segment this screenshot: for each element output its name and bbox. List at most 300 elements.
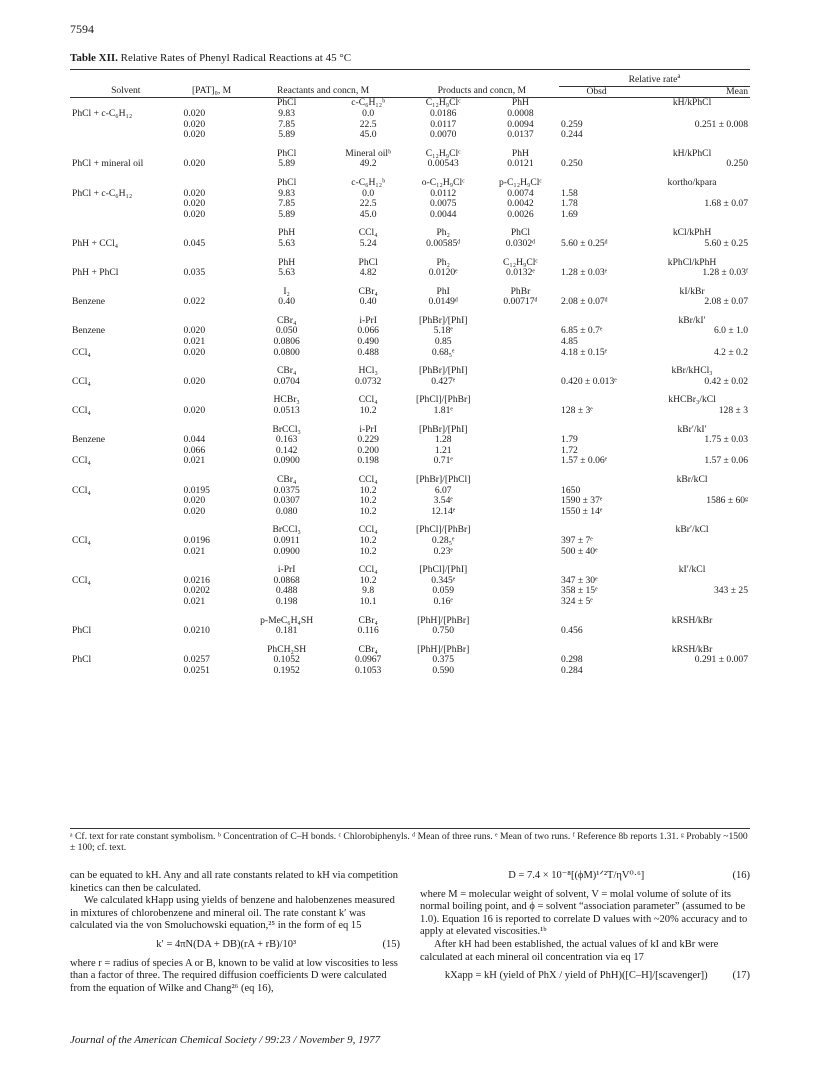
paragraph: We calculated kHapp using yields of benzene and halobenzenes measured in mixtures of chlorobenzene and mineral oil. The rate constant k′ was calculated via the von Smoluchowski equation,²⁵ in the form of eq 15 — [70, 895, 395, 932]
table-row — [70, 655, 750, 666]
table-cell — [482, 666, 559, 677]
table-cell: 1.79 — [561, 434, 578, 446]
table-cell: 0.229 — [357, 434, 379, 446]
table-cell: 0.0149ᵈ — [428, 296, 458, 308]
group-header-cell — [482, 565, 559, 576]
table-cell: 0.0257 — [183, 654, 210, 666]
table-cell: 0.0042 — [507, 198, 534, 210]
table-cell — [70, 586, 182, 597]
group-header-cell: CBr₄ — [276, 474, 297, 485]
group-header-row — [70, 258, 750, 269]
table-cell: 5.89 — [278, 129, 296, 141]
table-cell: 0.020 — [183, 375, 206, 387]
group-header-cell: PhH — [511, 97, 529, 109]
rates-table — [70, 71, 750, 677]
rate-ratio-label: kBr/kHCl₃ — [671, 365, 713, 377]
rate-ratio-label: kI/kBr — [679, 285, 705, 297]
group-header-cell: o-C₁₂H₉Clᶜ — [421, 176, 465, 188]
table-cell: 0.020 — [183, 187, 206, 199]
table-cell: 5.18ᵉ — [433, 325, 453, 337]
table-title: Relative Rates of Phenyl Radical Reactions at 45 °C — [120, 52, 352, 64]
table-cell: 0.020 — [183, 208, 206, 220]
table-cell — [482, 597, 559, 608]
body-right-column — [420, 870, 750, 989]
table-cell: 4.85 — [561, 336, 578, 348]
table-cell: 0.020 — [183, 325, 206, 337]
table-cell: 0.0132ᵉ — [506, 267, 535, 279]
table-cell: 0.0120ᵉ — [428, 267, 458, 279]
table-row — [70, 297, 750, 308]
group-spacer — [70, 517, 750, 525]
table-row — [70, 486, 750, 497]
rate-ratio-label: kBr′/kCl — [675, 524, 709, 536]
table-row — [70, 666, 750, 677]
table-cell: 0.1952 — [273, 664, 300, 676]
group-header-cell: CCl₄ — [358, 394, 378, 406]
group-header-cell: [PhBr]/[PhCl] — [416, 474, 471, 485]
equation-formula: D = 7.4 × 10⁻⁸[(ϕM)¹ᐟ²T/ηV⁰·⁶] — [508, 870, 645, 881]
table-cell: 0.71ᵉ — [433, 455, 453, 467]
table-row — [70, 435, 750, 446]
table-cell: 0.0967 — [354, 654, 382, 666]
table-cell — [482, 456, 559, 467]
table-row — [70, 120, 750, 131]
table-cell: 1.68 ± 0.07 — [704, 198, 748, 210]
paragraph: can be equated to kH. Any and all rate constants related to kH via competition kinetics can then be calculated. — [70, 870, 399, 894]
table-cell — [482, 507, 559, 518]
table-cell: 0.020 — [183, 505, 206, 517]
table-cell — [482, 446, 559, 457]
table-cell: 10.2 — [359, 534, 377, 546]
table-cell: PhCl + c-C₆H₁₂ — [72, 187, 133, 199]
group-header-cell: CBr₄ — [358, 285, 378, 297]
table-row — [70, 239, 750, 250]
table-cell: 9.83 — [278, 107, 296, 119]
table-cell: CCl₄ — [72, 346, 91, 358]
table-row — [70, 348, 750, 359]
table-cell: 10.2 — [359, 505, 377, 517]
table-row — [70, 109, 750, 120]
group-header-cell: [PhBr]/[PhI] — [418, 423, 468, 435]
table-cell: 0.050 — [275, 325, 298, 337]
table-row — [70, 377, 750, 388]
table-cell: 22.5 — [359, 198, 377, 210]
equation-number: (16) — [732, 870, 750, 881]
table-cell — [482, 496, 559, 507]
table-cell: 0.00585ᵈ — [426, 237, 461, 249]
table-cell: PhCl + c-C₆H₁₂ — [72, 107, 133, 119]
table-cell: 1590 ± 37ᵉ — [561, 495, 603, 507]
group-spacer — [70, 557, 750, 565]
table-cell: 0.116 — [357, 625, 379, 637]
table-cell: CCl₄ — [72, 405, 91, 417]
table-cell: 0.28₅ᵉ — [431, 534, 455, 546]
table-cell: 5.89 — [278, 158, 296, 170]
group-header-row — [70, 316, 750, 327]
group-header-cell: p-MeC₆H₄SH — [260, 614, 314, 626]
group-header-cell: CBr₄ — [276, 314, 297, 326]
table-cell: 6.85 ± 0.7ᵉ — [561, 325, 603, 337]
group-spacer — [70, 279, 750, 287]
table-cell: 1.28 ± 0.03ᶠ — [702, 267, 748, 279]
table-row — [70, 159, 750, 170]
group-header-row — [70, 475, 750, 486]
table-cell — [634, 109, 750, 120]
table-row — [70, 626, 750, 637]
table-cell: Benzene — [72, 296, 106, 308]
group-spacer — [70, 308, 750, 316]
table-cell: 0.23ᵉ — [433, 545, 453, 557]
table-cell: 0.0375 — [273, 484, 300, 496]
group-header-cell: c-C₆H₁₂ᵇ — [351, 176, 386, 188]
table-cell: 0.251 ± 0.008 — [694, 118, 748, 130]
table-row — [70, 326, 750, 337]
table-cell: 0.022 — [183, 296, 206, 308]
group-header-cell: PhCl — [510, 227, 531, 239]
table-cell — [482, 486, 559, 497]
group-header-cell: [PhBr]/[PhI] — [418, 365, 468, 377]
table-cell — [634, 210, 750, 221]
group-header-cell: p-C₁₂H₉Clᶜ — [499, 176, 542, 188]
table-cell — [482, 576, 559, 587]
equation-formula: kXapp = kH (yield of PhX / yield of PhH)([C–H]/[scavenger]) — [444, 970, 708, 982]
table-cell: 0.427ᵉ — [431, 375, 456, 387]
table-cell: 0.0251 — [183, 664, 210, 676]
table-cell: 22.5 — [359, 118, 377, 130]
table-cell: Benzene — [72, 434, 106, 446]
table-cell: PhH + CCl₄ — [72, 237, 119, 249]
table-cell: 10.2 — [359, 484, 377, 496]
equation-number: (15) — [382, 938, 400, 950]
equation-15 — [70, 939, 400, 952]
table-cell: 5.63 — [278, 267, 296, 279]
rate-ratio-label: kRSH/kBr — [671, 643, 713, 655]
table-cell: 0.456 — [561, 625, 583, 637]
table-cell: CCl₄ — [72, 574, 91, 586]
table-cell — [70, 496, 182, 507]
table-cell: 45.0 — [359, 208, 377, 220]
group-header-row — [70, 395, 750, 406]
table-cell: 0.0900 — [273, 545, 300, 557]
rate-ratio-label: kH/kPhCl — [672, 97, 712, 109]
table-cell — [70, 210, 182, 221]
group-header-row — [70, 228, 750, 239]
table-cell: 0.0216 — [183, 574, 210, 586]
table-cell: 0.021 — [183, 336, 206, 348]
paragraph: where M = molecular weight of solvent, V = molal volume of solute of its normal boiling point, and ϕ = solvent “association parameter” (assumed to be 1.0). Equation 16 is reported to correlate D values with ~20% accuracy and to apply at elevated viscosities.¹ᵇ — [420, 888, 748, 938]
table-cell: CCl₄ — [72, 375, 91, 387]
table-cell: 0.0044 — [430, 208, 457, 220]
table-row — [70, 597, 750, 608]
table-cell: 0.590 — [432, 664, 455, 676]
table-cell — [482, 348, 559, 359]
table-cell: 5.63 — [278, 237, 296, 249]
group-header-cell: i-PrI — [277, 564, 296, 576]
table-cell: 1.75 ± 0.03 — [704, 434, 748, 446]
table-cell: 0.0868 — [273, 574, 300, 586]
group-spacer — [70, 358, 750, 366]
table-cell: 0.080 — [275, 505, 298, 517]
group-header-row — [70, 616, 750, 627]
table-row — [70, 199, 750, 210]
table-cell: 0.0806 — [273, 336, 300, 348]
table-cell: 0.0117 — [430, 118, 457, 130]
group-spacer — [70, 637, 750, 645]
table-cell — [70, 547, 182, 558]
table-cell — [70, 507, 182, 518]
group-header-cell: [PhH]/[PhBr] — [417, 643, 470, 655]
group-header-cell — [482, 395, 559, 406]
rate-ratio-label: kPhCl/kPhH — [667, 256, 717, 268]
group-header-cell — [482, 645, 559, 656]
table-row — [70, 586, 750, 597]
group-header-cell: PhH — [278, 256, 296, 268]
group-header-cell: Ph₂ — [436, 256, 450, 268]
table-cell: 0.035 — [183, 267, 206, 279]
table-cell: 128 ± 3ᵉ — [561, 405, 593, 417]
group-header-cell: Ph₂ — [436, 227, 450, 239]
group-header-row — [70, 366, 750, 377]
table-cell: 1.57 ± 0.06ᵉ — [561, 455, 608, 467]
table-cell: 12.14ᵉ — [431, 505, 456, 517]
table-cell: 324 ± 5ᵉ — [561, 595, 593, 607]
table-cell: 10.2 — [359, 405, 377, 417]
table-cell: 9.83 — [278, 187, 296, 199]
group-header-cell: HCBr₃ — [273, 394, 300, 406]
table-cell: 1.57 ± 0.06 — [704, 455, 748, 467]
table-cell: 7.85 — [278, 118, 296, 130]
equation-number: (17) — [732, 970, 750, 982]
group-spacer — [70, 170, 750, 178]
group-header-cell: i-PrI — [359, 314, 377, 326]
paragraph: where r = radius of species A or B, known to be valid at low viscosities to less than a factor of three. The required diffusion coefficients D were calculated from the equation of Wilke and Chang²⁶ (eq 16), — [70, 957, 398, 994]
table-cell: 5.89 — [278, 208, 296, 220]
table-cell: 4.18 ± 0.15ᵉ — [561, 346, 608, 358]
table-cell — [482, 626, 559, 637]
equation-17 — [420, 970, 750, 983]
table-cell: 6.07 — [434, 484, 452, 496]
rate-ratio-label: kBr′/kI′ — [677, 423, 707, 435]
journal-footer: Journal of the American Chemical Society / 99:23 / November 9, 1977 — [70, 1034, 381, 1046]
group-header-cell: I₂ — [283, 285, 290, 297]
table-cell: 0.200 — [357, 444, 379, 456]
group-header-cell: PhCl — [277, 176, 297, 188]
table-body — [70, 98, 750, 677]
table-cell: 0.044 — [183, 434, 206, 446]
table-cell: 0.488 — [357, 346, 379, 358]
table-cell: 0.0121 — [507, 158, 534, 170]
group-header-cell: PhCl — [358, 256, 378, 268]
table-cell: 0.291 ± 0.007 — [694, 654, 748, 666]
group-header-cell: C₁₂H₉Clᶜ — [425, 147, 461, 159]
table-cell: 0.066 — [357, 325, 379, 337]
table-cell — [70, 199, 182, 210]
table-cell: 0.16ᵉ — [433, 595, 453, 607]
group-header-row — [70, 98, 750, 109]
products-header: Products and concn, M — [437, 85, 527, 97]
table-cell: 500 ± 40ᵉ — [561, 545, 598, 557]
table-cell: 0.045 — [183, 237, 206, 249]
table-cell: 0.0075 — [430, 198, 457, 210]
table-cell — [634, 626, 750, 637]
table-cell: 0.1053 — [354, 664, 382, 676]
equation-16 — [420, 870, 750, 883]
table-cell: 358 ± 15ᵉ — [561, 585, 598, 597]
table-cell: 0.0 — [362, 187, 375, 199]
table-row — [70, 210, 750, 221]
group-header-row — [70, 287, 750, 298]
table-cell: 128 ± 3 — [718, 405, 748, 417]
table-cell — [559, 109, 634, 120]
table-cell — [634, 507, 750, 518]
table-cell: 0.68₅ᵉ — [431, 346, 455, 358]
body-left-column — [70, 870, 400, 995]
group-header-cell: CCl₄ — [358, 474, 378, 485]
table-cell: 0.020 — [183, 107, 206, 119]
table-row — [70, 337, 750, 348]
table-cell: 0.0202 — [183, 585, 210, 597]
table-cell: 0.375 — [432, 654, 455, 666]
group-header-cell: [PhCl]/[PhBr] — [416, 394, 471, 406]
table-cell — [70, 666, 182, 677]
group-spacer — [70, 467, 750, 475]
table-cell — [482, 337, 559, 348]
table-cell: 1.69 — [561, 208, 578, 220]
table-cell: 5.60 ± 0.25ᵈ — [561, 237, 608, 249]
table-cell: 0.066 — [183, 444, 206, 456]
pat-header: [PAT]₀, M — [191, 85, 232, 97]
page-number: 7594 — [70, 22, 94, 36]
relative-rate-header: Relative rate$^a$ — [559, 71, 750, 86]
table-cell: 5.60 ± 0.25 — [704, 237, 748, 249]
table-cell: 0.0186 — [430, 107, 457, 119]
table-row — [70, 536, 750, 547]
group-spacer — [70, 220, 750, 228]
table-cell: CCl₄ — [72, 484, 91, 496]
table-cell: CCl₄ — [72, 455, 91, 467]
mean-header: Mean — [726, 85, 748, 97]
equation-formula: k′ = 4πN(DA + DB)(rA + rB)/10³ — [156, 938, 297, 950]
table-cell: 0.298 — [561, 654, 583, 666]
table-cell — [634, 666, 750, 677]
table-cell — [634, 536, 750, 547]
group-header-row — [70, 149, 750, 160]
table-cell: 0.142 — [275, 444, 298, 456]
paragraph: After kH had been established, the actual values of kI and kBr were calculated at each mineral oil concentration via eq 17 — [420, 938, 719, 963]
table-cell: 0.198 — [275, 595, 298, 607]
group-header-cell: c-C₆H₁₂ᵇ — [351, 97, 386, 109]
rate-ratio-label: kCl/kPhH — [672, 227, 712, 239]
obsd-header: Obsd — [586, 85, 607, 97]
table-cell: 0.021 — [183, 595, 206, 607]
group-header-cell: PhH — [278, 227, 296, 239]
table-row — [70, 456, 750, 467]
table-row — [70, 446, 750, 457]
table-cell: 0.020 — [183, 129, 206, 141]
table-cell: 0.490 — [357, 336, 379, 348]
group-header-cell: [PhBr]/[PhI] — [418, 314, 468, 326]
group-header-cell: CCl₄ — [358, 227, 378, 239]
group-header-row — [70, 525, 750, 536]
table-cell — [634, 130, 750, 141]
solvent-header: Solvent — [111, 85, 141, 97]
table-cell: 0.163 — [275, 434, 298, 446]
table-row — [70, 576, 750, 587]
rate-ratio-label: kortho/kpara — [667, 176, 717, 188]
group-header-cell: [PhH]/[PhBr] — [417, 614, 470, 626]
table-cell: 0.488 — [275, 585, 298, 597]
table-cell: 0.0070 — [430, 129, 457, 141]
table-cell: 0.250 — [561, 158, 583, 170]
table-cell: 1550 ± 14ᵉ — [561, 505, 603, 517]
group-header-cell — [482, 525, 559, 536]
group-spacer — [70, 387, 750, 395]
table-cell: Benzene — [72, 325, 106, 337]
table-cell: 0.020 — [183, 346, 206, 358]
group-header-cell: BrCCl₃ — [272, 423, 301, 435]
group-header-row — [70, 565, 750, 576]
group-header-cell: PhCl — [277, 97, 297, 109]
table-cell — [70, 597, 182, 608]
table-cell: 10.2 — [359, 574, 377, 586]
table-cell: 1.72 — [561, 444, 578, 456]
table-cell: 2.08 ± 0.07 — [704, 296, 748, 308]
table-cell — [482, 406, 559, 417]
group-header-cell: CBr₄ — [358, 614, 378, 626]
table-cell: 0.0800 — [273, 346, 300, 358]
table-cell: 0.198 — [357, 455, 379, 467]
table-cell: 397 ± 7ᵉ — [561, 534, 593, 546]
rate-ratio-label: kHCBr₃/kCl — [668, 394, 716, 406]
table-cell: 0.0704 — [273, 375, 300, 387]
group-header-cell: i-PrI — [359, 423, 377, 435]
table-cell: PhCl — [72, 654, 92, 666]
table-footnotes: ᵃ Cf. text for rate constant symbolism. ᵇ Concentration of C–H bonds. ᶜ Chlorobiphenyls. ᵈ Mean of three runs. ᵉ Mean of two runs. ᶠ Reference 8b reports 1.31. ᵍ Probably ~1500 ± 100; cf. text. — [70, 831, 748, 853]
table-cell — [482, 435, 559, 446]
table-cell: 0.0195 — [183, 484, 210, 496]
group-header-cell: CBr₄ — [276, 365, 297, 377]
table-cell: 0.0900 — [273, 455, 300, 467]
group-header-cell: HCl₃ — [358, 365, 378, 377]
table-cell: 343 ± 25 — [713, 585, 748, 597]
table-row — [70, 189, 750, 200]
group-header-cell: CCl₄ — [358, 524, 378, 536]
table-cell: 0.020 — [183, 158, 206, 170]
reactants-header: Reactants and concn, M — [277, 85, 370, 97]
table-cell: 0.0008 — [507, 107, 534, 119]
table-cell: 0.0513 — [273, 405, 300, 417]
table-cell — [482, 655, 559, 666]
table-cell: 0.750 — [432, 625, 455, 637]
table-cell: 0.0074 — [507, 187, 534, 199]
table-cell: 3.54ᵉ — [433, 495, 453, 507]
table-cell: 347 ± 30ᵉ — [561, 574, 598, 586]
table-caption — [70, 52, 351, 64]
group-spacer — [70, 250, 750, 258]
table-cell: PhH + PhCl — [72, 267, 119, 279]
rate-ratio-label: kBr/kCl — [676, 474, 708, 485]
table-cell: 0.1052 — [273, 654, 300, 666]
rate-ratio-label: kBr/kI′ — [678, 314, 706, 326]
table-cell: 0.40 — [359, 296, 377, 308]
table-cell: 0.181 — [275, 625, 298, 637]
table-cell: 0.250 — [726, 158, 748, 170]
table-row — [70, 496, 750, 507]
table-cell: 0.85 — [434, 336, 452, 348]
table-top-rule — [70, 69, 750, 70]
table-cell: 1650 — [561, 484, 581, 496]
table-cell: 9.8 — [362, 585, 375, 597]
